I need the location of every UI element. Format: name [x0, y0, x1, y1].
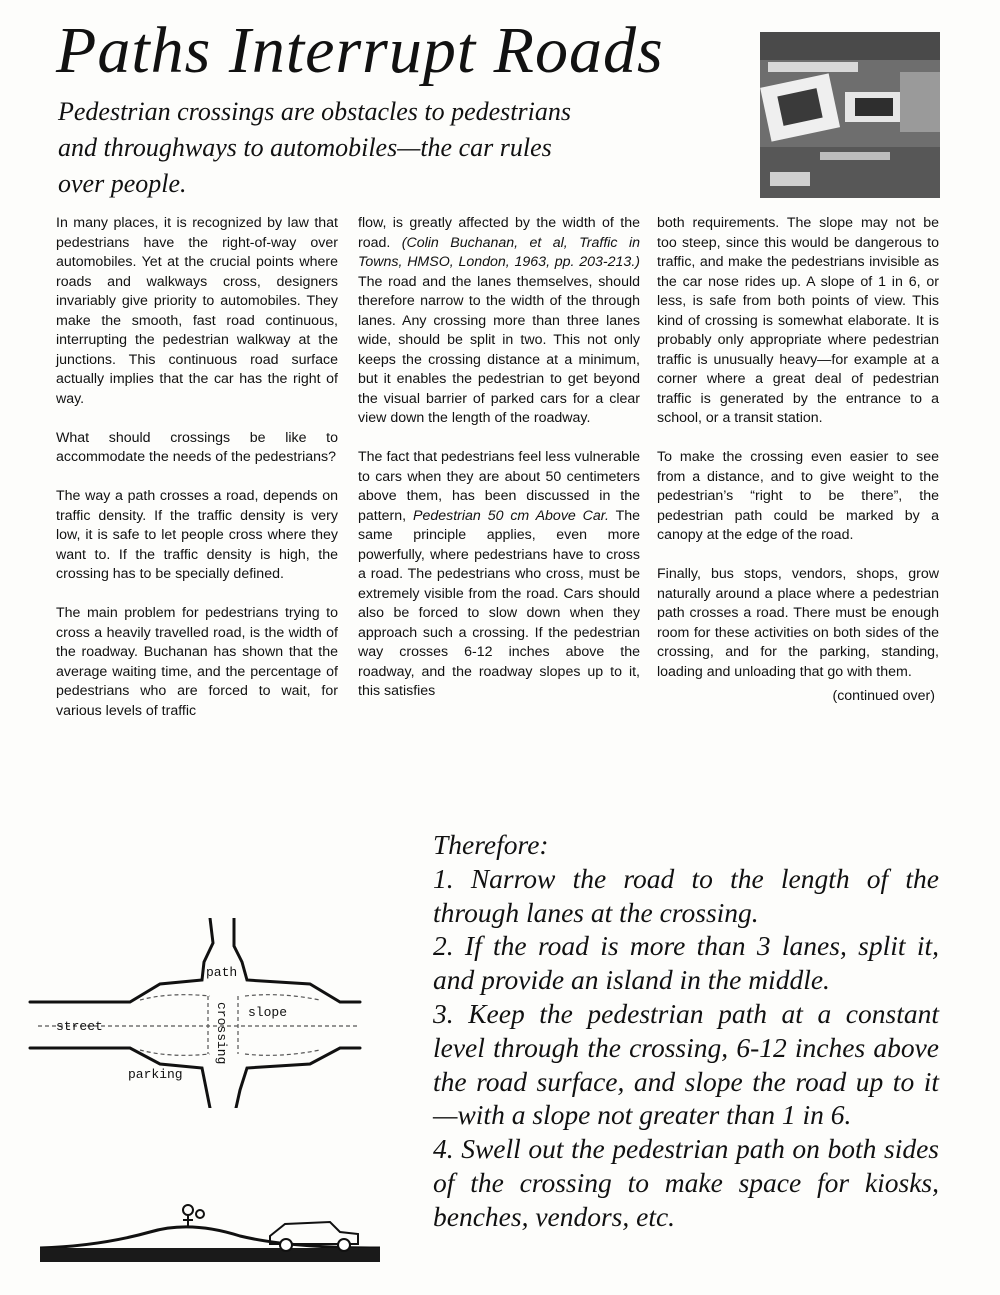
paragraph-text: flow, is greatly affected by the width of the road.: [358, 215, 640, 251]
paragraph: [358, 214, 640, 429]
instruction-item: 3. Keep the pedestrian path at a constant level through the crossing, 6-12 inches above the road surface, and slope the road up to it—with a slope not greater than 1 in 6.: [433, 997, 939, 1131]
page-title: Paths Interrupt Roads: [56, 14, 664, 87]
citation: (Colin Buchanan, et al, Traffic in Towns, HMSO, London, 1963, pp. 203-213.): [358, 234, 640, 270]
paragraph: What should crossings be like to accommodate the needs of the pedestrians?: [56, 429, 338, 465]
instruction-item: 1. Narrow the road to the length of the through lanes at the crossing.: [433, 862, 939, 928]
text-column-1: [56, 214, 338, 741]
therefore-heading: Therefore:: [433, 829, 549, 860]
paragraph-text: The fact that pedestrians feel less vulnerable to cars when they are about 50 centimeters above them, has been discussed in the pattern,: [358, 449, 640, 524]
diagram-label-crossing: crossing: [214, 1002, 229, 1065]
road-outline: [30, 918, 360, 1108]
paragraph: In many places, it is recognized by law that pedestrians have the right-of-way over automobiles. Yet at the crucial points where roads and walkways cross, designers invariably give priority to automobiles. They make the smooth, fast road continuous, interrupting the pedestrian walkway at the junctions. This continuous road surface actually implies that the car has the right of way.: [56, 215, 338, 407]
diagram-label-slope: slope: [248, 1005, 288, 1020]
paragraph: both requirements. The slope may not be too steep, since this would be dangerous to traffic, and make the pedestrians invisible as the car nose rides up. A slope of 1 in 6, or less, is safe from both points of view. This kind of crossing is somewhat elaborate. It is probably only appropriate where pedestrian traffic is unusually heavy—for example at a corner where a great deal of pedestrian traffic is generated by the entrance to a school, or a transit station.: [657, 215, 939, 426]
text-column-2: [358, 214, 640, 721]
pattern-reference: Pedestrian 50 cm Above Car.: [413, 507, 609, 524]
paragraph: The main problem for pedestrians trying to cross a heavily travelled road, is the width of the roadway. Buchanan has shown that the average waiting time, and the percentage of pedestrians who are forced to wait, for various levels of traffic: [56, 605, 338, 719]
crossing-plan-diagram: [20, 918, 380, 1108]
diagram-label-parking: parking: [128, 1067, 183, 1082]
therefore-block: [433, 828, 939, 1234]
continued-note: (continued over): [832, 687, 935, 704]
paragraph-text: The road and the lanes themselves, should therefore narrow to the width of the through lanes. Any crossing more than three lanes wide, should be split in two. This not only keeps the crossing distance at a minimum, but it enables the pedestrian to get beyond the visual barrier of parked cars for a clear view down the length of the roadway.: [358, 273, 640, 426]
diagram-label-street: street: [56, 1019, 103, 1034]
page-subtitle: Pedestrian crossings are obstacles to pedestrians and throughways to automobiles—the car rules over people.: [58, 97, 571, 198]
paragraph: To make the crossing even easier to see from a distance, and to give weight to the pedestrian’s “right to be there”, the pedestrian path could be marked by a canopy at the edge of the road.: [657, 449, 939, 543]
raised-crossing-sketch-icon: [40, 1196, 380, 1276]
instruction-item: 4. Swell out the pedestrian path on both sides of the crossing to make space for kiosks, benches, vendors, etc.: [433, 1133, 939, 1232]
crossing-photo-icon: [760, 32, 940, 198]
paragraph: Finally, bus stops, vendors, shops, grow naturally around a place where a pedestrian path crosses a road. There must be enough room for these activities on both sides of the crossing, and for the parking, standing, loading and unloading that go with them.: [657, 566, 939, 680]
instruction-item: 2. If the road is more than 3 lanes, split it, and provide an island in the middle.: [433, 930, 939, 996]
paragraph: [358, 448, 640, 702]
paragraph: The way a path crosses a road, depends on traffic density. If the traffic density is very low, it is safe to let people cross where they want to. If the traffic density is high, the crossing has to be specially defined.: [56, 488, 338, 582]
paragraph-text: The same principle applies, even more powerfully, where pedestrians have to cross a road. The pedestrians who cross, must be extremely visible from the road. Cars should also be forced to slow down when they approach such a crossing. If the pedestrian way crosses 6-12 inches above the roadway, and the roadway slopes up to it, this satisfies: [358, 507, 641, 699]
diagram-label-path: path: [206, 965, 238, 980]
text-column-3: [657, 214, 939, 706]
